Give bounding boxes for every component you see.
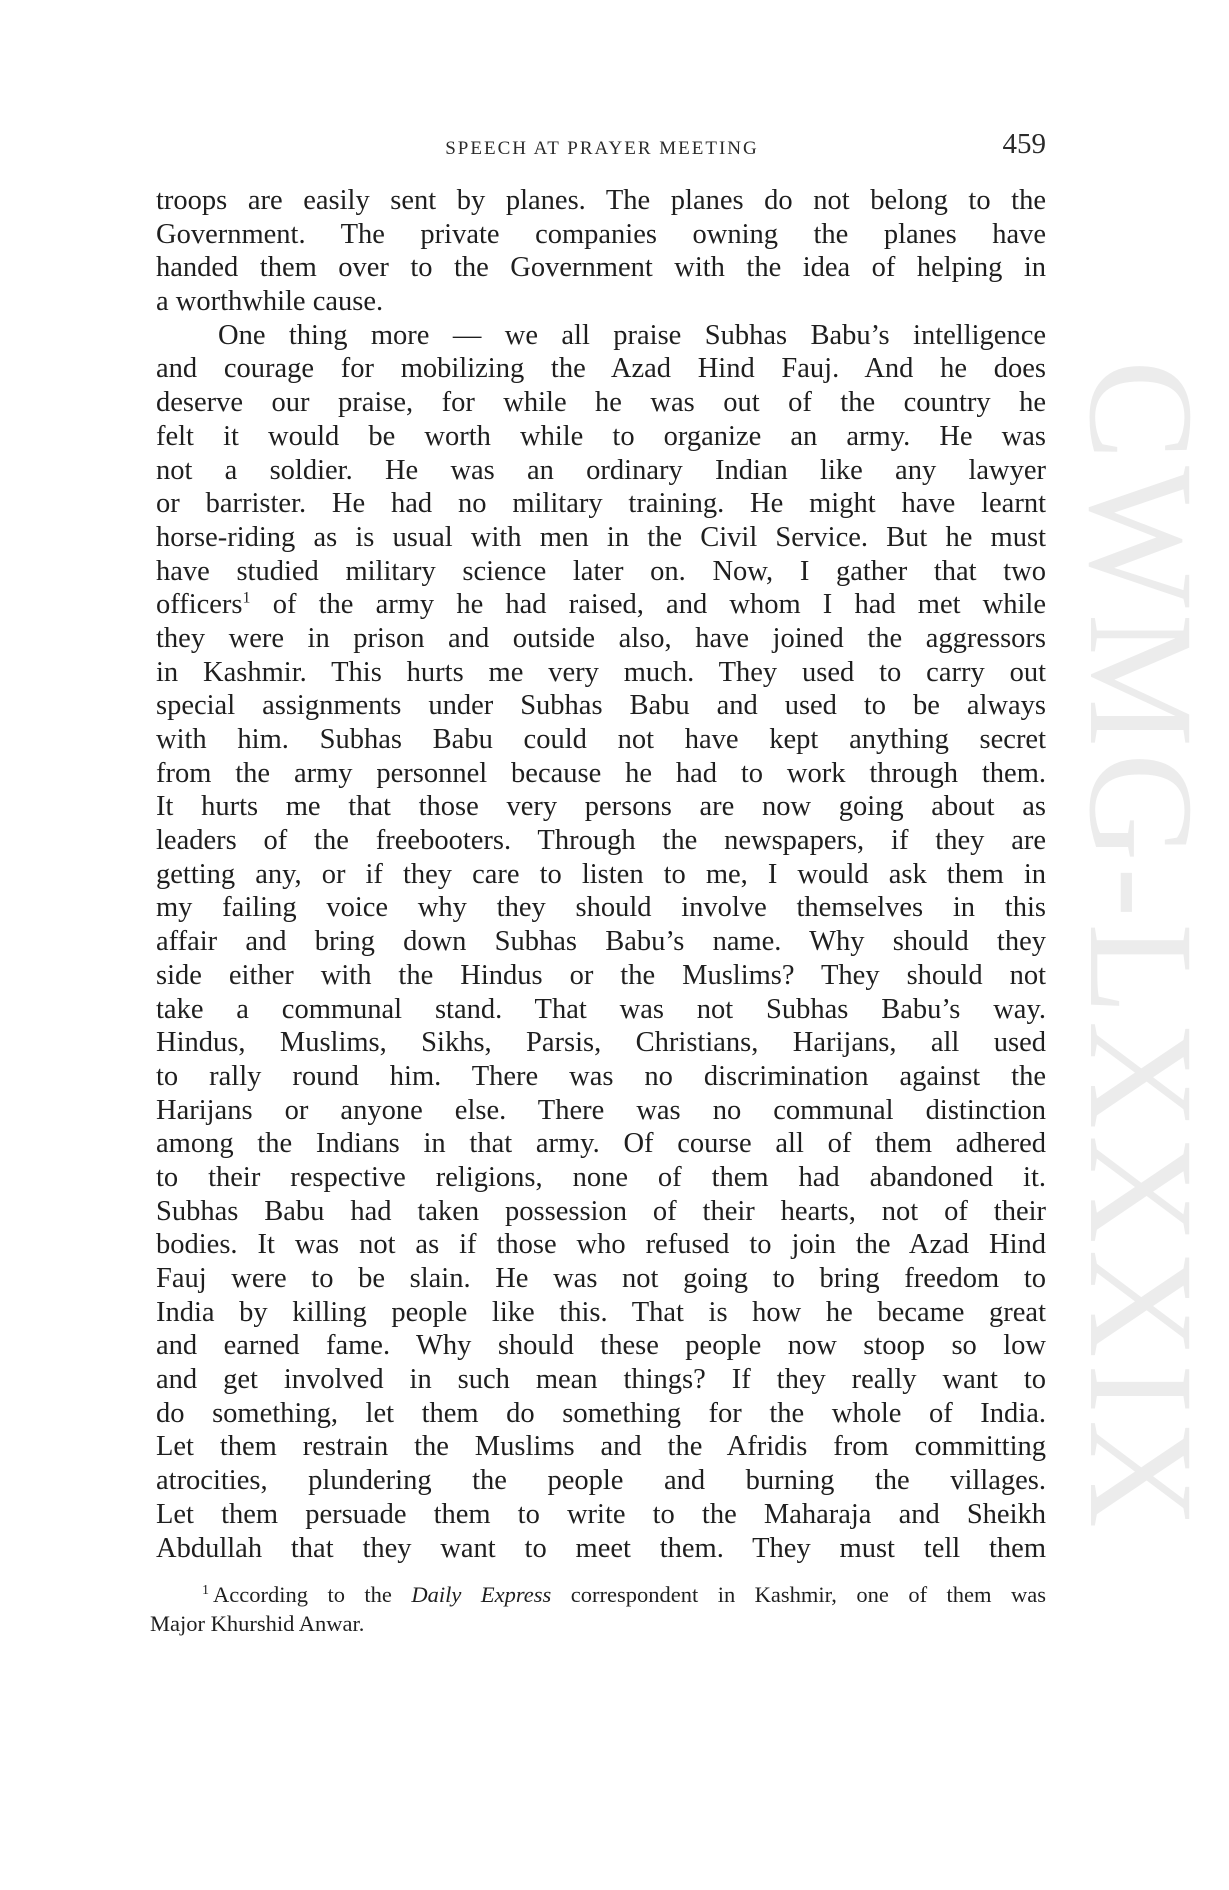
footnote-line [150,1580,1046,1609]
text-line: side either with the Hindus or the Muslims? They should not [156,959,1046,991]
watermark [1058,360,1228,1600]
text-line: among the Indians in that army. Of course all of them adhered [156,1128,1046,1160]
line-text-after-ref: of the army he had raised, and whom I had met while [250,589,1046,621]
line-text-before-ref: officers [156,589,243,621]
footnote [150,1580,1046,1638]
text-line: and courage for mobilizing the Azad Hind Fauj. And he does [156,353,1046,385]
text-line: my failing voice why they should involve themselves in this [156,892,1046,924]
page-number: 459 [1002,128,1046,160]
footnote-publication-name: Daily Express [411,1582,552,1607]
text-line: felt it would be worth while to organize an army. He was [156,420,1046,452]
text-line: horse-riding as is usual with men in the Civil Service. But he must [156,521,1046,553]
running-head [158,128,1046,168]
watermark-text: CWMG-LXXXIX [1058,360,1224,1535]
footnote-text: According to the [213,1582,412,1607]
text-line: with him. Subhas Babu could not have kept anything secret [156,724,1046,755]
text-line: deserve our praise, for while he was out of the country he [156,387,1046,419]
text-line: in Kashmir. This hurts me very much. They used to carry out [156,656,1046,688]
text-line: getting any, or if they care to listen to me, I would ask them in [156,858,1046,890]
text-line: handed them over to the Government with the idea of helping in [156,252,1046,284]
text-line: to rally round him. There was no discrimination against the [156,1060,1046,1092]
text-line: and earned fame. Why should these people now stoop so low [156,1330,1046,1362]
text-line: and get involved in such mean things? If they really want to [156,1364,1046,1396]
text-line: atrocities, plundering the people and burning the villages. [156,1465,1046,1497]
text-line: or barrister. He had no military training. He might have learnt [156,488,1046,520]
text-line [156,588,1046,622]
text-line: Let them persuade them to write to the Maharaja and Sheikh [156,1498,1046,1530]
text-line: Subhas Babu had taken possession of their hearts, not of their [156,1195,1046,1227]
footnote-text: correspondent in Kashmir, one of them was [551,1582,1046,1607]
text-line: not a soldier. He was an ordinary Indian like any lawyer [156,454,1046,486]
text-line: Fauj were to be slain. He was not going to bring freedom to [156,1263,1046,1294]
text-line: One thing more — we all praise Subhas Babu’s intelligence [218,319,1046,351]
text-line: It hurts me that those very persons are now going about as [156,791,1046,823]
text-line: from the army personnel because he had to work through them. [156,757,1046,789]
footnote-line: Major Khurshid Anwar. [150,1611,365,1636]
text-line: Harijans or anyone else. There was no communal distinction [156,1094,1046,1126]
text-line: Hindus, Muslims, Sikhs, Parsis, Christians, Harijans, all used [156,1027,1046,1059]
text-line: have studied military science later on. Now, I gather that two [156,555,1046,587]
text-line: affair and bring down Subhas Babu’s name. Why should they [156,926,1046,958]
text-line: leaders of the freebooters. Through the newspapers, if they are [156,825,1046,857]
text-line: bodies. It was not as if those who refused to join the Azad Hind [156,1229,1046,1261]
body-text [156,184,1046,1565]
text-line: Government. The private companies owning the planes have [156,218,1046,250]
text-line: special assignments under Subhas Babu and used to be always [156,690,1046,722]
footnote-reference: 1 [242,589,251,607]
text-line: a worthwhile cause. [156,286,384,318]
text-line: India by killing people like this. That is how he became great [156,1296,1046,1328]
text-line: to their respective religions, none of them had abandoned it. [156,1161,1046,1193]
running-title: SPEECH AT PRAYER MEETING [445,138,759,159]
text-line: Abdullah that they want to meet them. They must tell them [156,1532,1046,1564]
text-line: Let them restrain the Muslims and the Afridis from committing [156,1431,1046,1463]
footnote-marker: 1 [202,1582,209,1598]
text-line: do something, let them do something for the whole of India. [156,1397,1046,1429]
text-line: take a communal stand. That was not Subhas Babu’s way. [156,993,1046,1025]
text-line: they were in prison and outside also, have joined the aggressors [156,622,1046,654]
text-line: troops are easily sent by planes. The planes do not belong to the [156,185,1046,216]
